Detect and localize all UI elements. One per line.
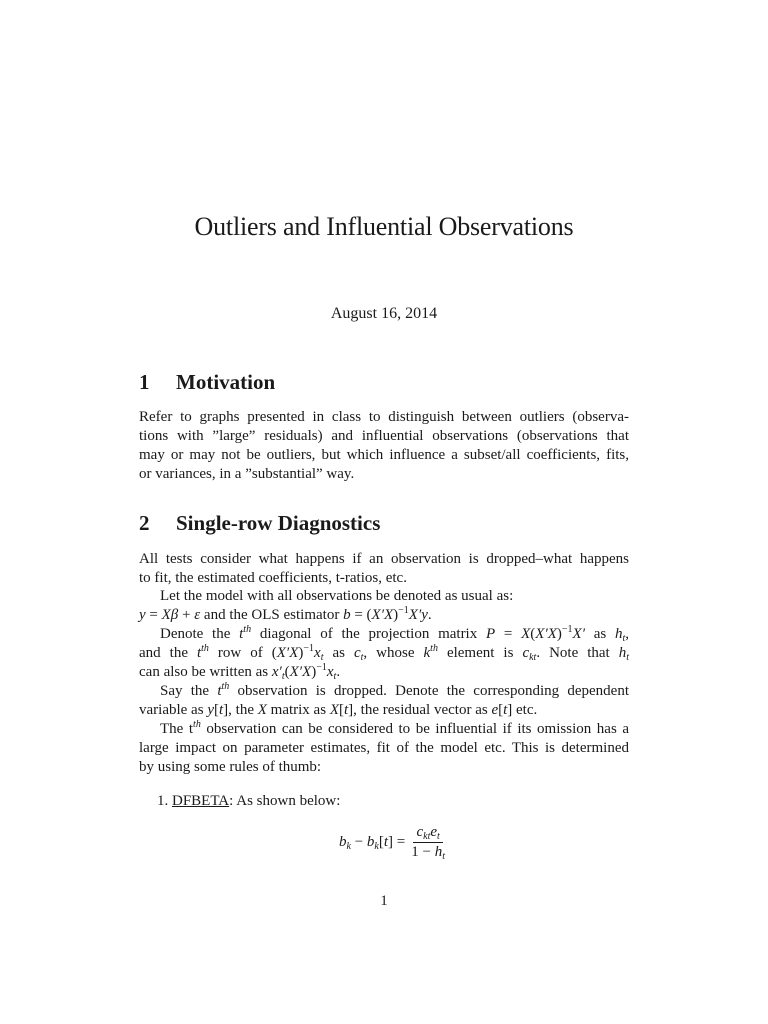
paragraph-line: Denote the $t^{th}$ diagonal of the projection matrix $P = X(X'X)^{-1}X'$ as $h_t$, (160, 624, 629, 644)
paragraph-line: and the $t^{th}$ row of $(X'X)^{-1}x_t$ as $c_t$, whose $k^{th}$ element is $c_{kt}$. Note that $h_t$ (139, 643, 630, 663)
paragraph-line: or variances, in a ”substantial” way. (139, 466, 355, 482)
equation-lhs: $b_k - b_k[t]$ = (339, 833, 406, 852)
paragraph-line: The $t^{th}$ observation can be considered to be influential if its omission has a (160, 719, 629, 737)
paragraph-line: variable as y[t], the X matrix as X[t], the residual vector as e[t] etc. (139, 702, 538, 718)
paragraph-line: Say the $t^{th}$ observation is dropped. Denote the corresponding dependent (160, 681, 630, 699)
paragraph-line: large impact on parameter estimates, fit of the model etc. This is determined (139, 740, 629, 756)
paragraph-line: may or may not be outliers, but which influence a subset/all coefficients, fits, (139, 447, 629, 463)
list-item-label: DFBETA (172, 793, 230, 809)
fraction-denominator: $1 - h_t$ (411, 843, 446, 862)
ols-equation-text: y = Xβ + ε and the OLS estimator $b = (X'X)^{-1}X'y$. (139, 605, 432, 623)
model-equation-line (139, 606, 629, 625)
document-date: August 16, 2014 (330, 305, 438, 322)
dfbeta-equation (339, 820, 445, 864)
section-heading-single-row-diagnostics (139, 511, 380, 536)
document-title: Outliers and Influential Observations (194, 212, 574, 241)
section-title: Single-row Diagnostics (176, 511, 381, 535)
paragraph-line: Let the model with all observations be denoted as usual as: (160, 588, 514, 604)
paragraph-line: tions with ”large” residuals) and influential observations (observations that (139, 428, 629, 444)
list-item-text: : As shown below: (229, 793, 341, 809)
section-number: 1 (139, 370, 150, 394)
equation-fraction (411, 824, 445, 861)
paragraph-line: to fit, the estimated coefficients, t-ratios, etc. (139, 570, 407, 586)
fraction-numerator: $c_{kt}e_t$ (413, 824, 442, 843)
page-number: 1 (380, 893, 388, 909)
projection-matrix-paragraph (139, 625, 629, 682)
paragraph-line: All tests consider what happens if an observation is dropped–what happens (139, 551, 629, 567)
model-definition-paragraph (139, 587, 629, 606)
list-item-index: 1. (157, 793, 169, 809)
dropped-observation-paragraph (139, 682, 629, 720)
section-heading-motivation (139, 370, 275, 395)
section-title: Motivation (176, 370, 276, 394)
section-number: 2 (139, 511, 150, 535)
diagnostics-intro-paragraph (139, 550, 629, 588)
list-item-dfbeta (157, 793, 340, 810)
paragraph-line: Refer to graphs presented in class to distinguish between outliers (observa- (139, 409, 629, 425)
motivation-paragraph (139, 408, 629, 484)
influential-paragraph (139, 720, 629, 777)
paragraph-line: can also be written as $x'_t(X'X)^{-1}x_t$. (139, 662, 341, 682)
paragraph-line: by using some rules of thumb: (139, 759, 322, 775)
